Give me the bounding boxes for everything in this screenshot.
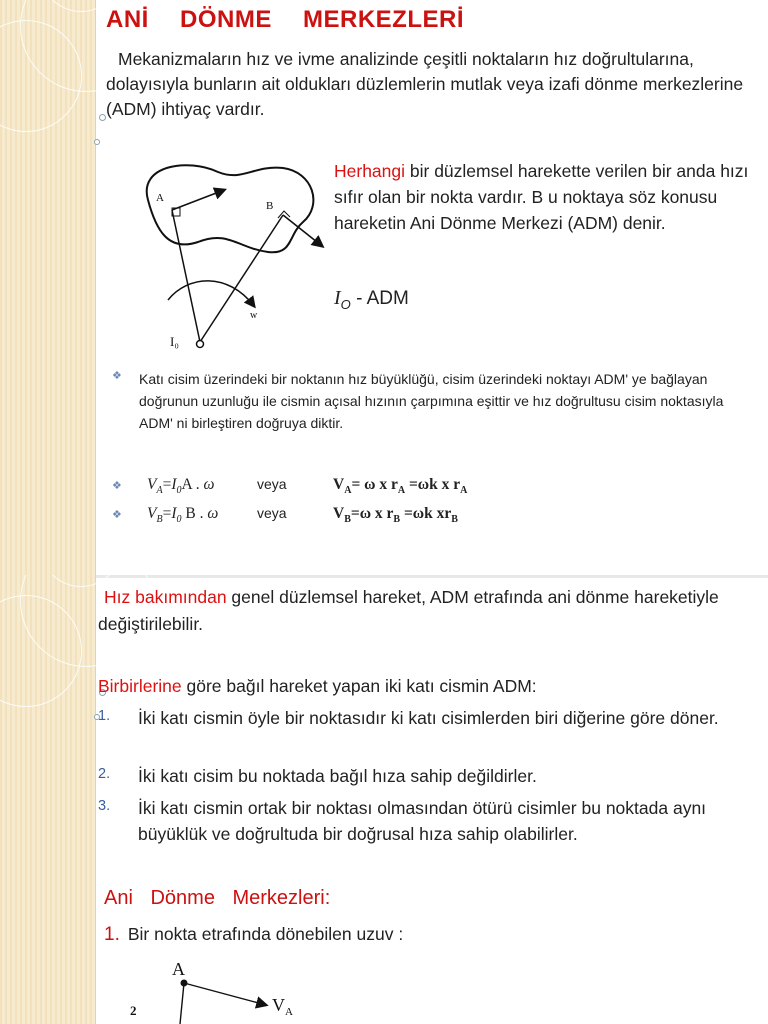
decorative-circle-icon bbox=[99, 114, 106, 121]
label-2: 2 bbox=[130, 1003, 137, 1018]
veya-label: veya bbox=[257, 476, 287, 492]
label-i0: I₀ bbox=[170, 334, 179, 349]
rotating-link-diagram bbox=[120, 955, 360, 1024]
intro-text: Mekanizmaların hız ve ivme analizinde çeşitli noktaların hız doğrultularına, dolayısıyla bunların ait oldukları düzlemlerin mutlak veya izafi dönme merkezlerine (ADM) ihtiyaç vardır. bbox=[106, 49, 744, 119]
section-heading: Ani Dönme Merkezleri: bbox=[104, 887, 331, 909]
label-a: A bbox=[172, 959, 185, 979]
list-text: İki katı cismin öyle bir noktasıdır ki katı cisimlerden biri diğerine göre döner. bbox=[138, 708, 719, 728]
label-w: w bbox=[250, 310, 258, 321]
rotation-arc bbox=[168, 281, 254, 306]
label-b: B bbox=[266, 200, 274, 212]
label-va: $V_A$ bbox=[272, 995, 293, 1018]
diamond-bullet-icon: ❖ bbox=[112, 509, 122, 521]
instant-center-diagram bbox=[128, 160, 328, 352]
line-a-to-i0 bbox=[172, 210, 200, 342]
equation-right-b: $V_B=\omega$ x $r_B =\omega k$ $xr_B$ bbox=[333, 505, 458, 526]
list-number: 1. bbox=[98, 708, 111, 724]
definition-text: bir düzlemsel harekette verilen bir anda hızı sıfır olan bir nokta vardır. B u noktaya söz konusu hareketin Ani Dönme Merkezi (ADM) denir. bbox=[334, 161, 749, 233]
highlight-phrase: Hız bakımından bbox=[104, 587, 227, 607]
list-number: 3. bbox=[98, 798, 111, 814]
link-line bbox=[180, 983, 184, 1024]
list-item bbox=[98, 705, 738, 731]
bullet-text: Katı cisim üzerindeki bir noktanın hız büyüklüğü, cisim üzerindeki noktayı ADM' ye bağlayan doğrunun uzunluğu ile cismin açısal hızının çarpımına eşittir ve hız doğrultusu cisim noktasıyla ADM' ni birleştiren doğruya diktir. bbox=[139, 371, 724, 431]
label-a: A bbox=[156, 192, 164, 204]
relative-motion-paragraph bbox=[98, 674, 748, 699]
list-text: İki katı cisim bu noktada bağıl hıza sahip değildirler. bbox=[138, 766, 537, 786]
sub-list-text: Bir nokta etrafında dönebilen uzuv : bbox=[127, 924, 404, 944]
slide-2 bbox=[0, 575, 768, 1024]
equation-left-b: $V_B=I_0$ B . ω bbox=[147, 505, 219, 526]
equation-row-a bbox=[112, 476, 467, 496]
decorative-circle-icon bbox=[94, 139, 100, 145]
right-angle-b bbox=[278, 211, 290, 218]
highlight-word: Birbirlerine bbox=[98, 676, 182, 696]
velocity-b-arrow bbox=[283, 215, 322, 246]
velocity-a-arrow bbox=[172, 190, 224, 210]
relative-motion-text: göre bağıl hareket yapan iki katı cismin ADM: bbox=[181, 676, 537, 696]
sub-list-item bbox=[104, 924, 403, 946]
page-title: ANİ DÖNME MERKEZLERİ bbox=[106, 6, 464, 33]
list-text: İki katı cismin ortak bir noktası olmasından ötürü cisimler bu noktada aynı büyüklük ve doğrultuda bir doğrusal hıza sahip olabilirler. bbox=[138, 798, 707, 844]
sub-list-number: 1. bbox=[104, 924, 120, 945]
i0-label: $I_O$ - ADM bbox=[334, 287, 409, 312]
equation-row-b bbox=[112, 505, 458, 525]
instant-center-definition bbox=[334, 158, 764, 236]
i0-point bbox=[197, 341, 204, 348]
equation-left-a: $V_A=I_0A$ . ω bbox=[147, 476, 215, 497]
general-motion-text: genel düzlemsel hareket, ADM etrafında ani dönme hareketiyle değiştirilebilir. bbox=[98, 587, 719, 634]
diamond-bullet-icon: ❖ bbox=[112, 370, 122, 382]
point-a bbox=[181, 980, 188, 987]
decorative-sidebar bbox=[0, 0, 96, 575]
list-item bbox=[98, 763, 738, 789]
veya-label: veya bbox=[257, 505, 287, 521]
equation-right-a: $V_A= \omega$ x $r_A =\omega k$ x $r_A$ bbox=[333, 476, 468, 497]
velocity-va-arrow bbox=[184, 983, 266, 1005]
general-motion-paragraph bbox=[98, 584, 748, 638]
intro-paragraph bbox=[106, 47, 746, 122]
line-b-to-i0 bbox=[200, 215, 283, 342]
highlight-word: Herhangi bbox=[334, 161, 406, 181]
diamond-bullet-icon: ❖ bbox=[112, 480, 122, 492]
bullet-item bbox=[112, 368, 731, 434]
decorative-sidebar bbox=[0, 575, 96, 1024]
list-item bbox=[98, 795, 738, 847]
list-number: 2. bbox=[98, 766, 111, 782]
